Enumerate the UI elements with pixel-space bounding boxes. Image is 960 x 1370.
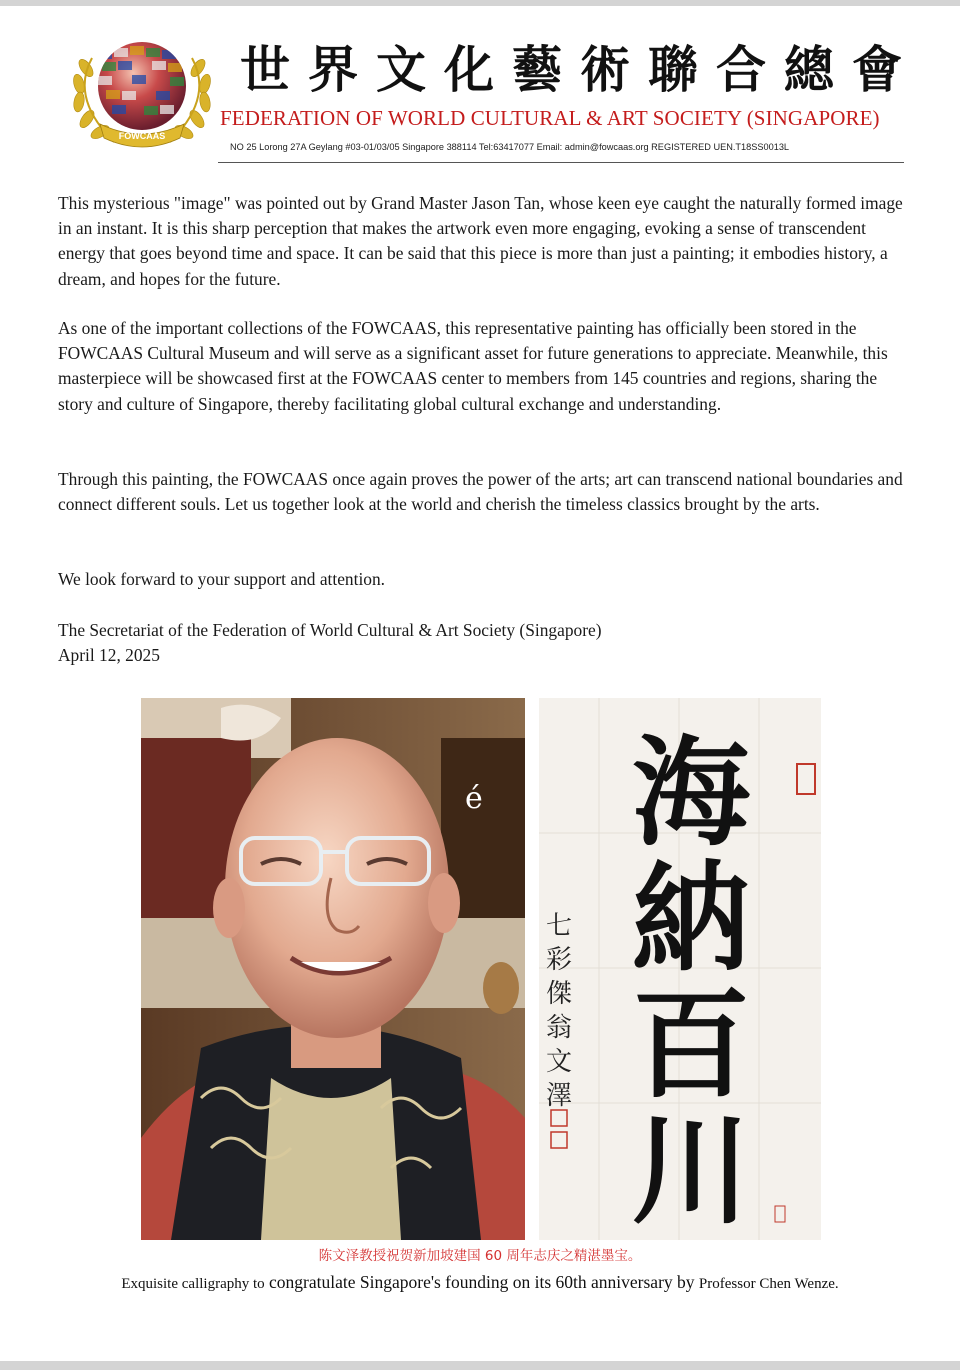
- calligraphy-char-2: 納: [631, 849, 751, 988]
- inscription-char-6: 澤: [545, 1081, 573, 1111]
- logo-text: FOWCAAS: [118, 131, 166, 141]
- top-border: [0, 0, 960, 6]
- letter-date: April 12, 2025: [58, 645, 160, 665]
- inscription-char-4: 翁: [545, 1013, 573, 1043]
- caption-chinese: 陈文泽教授祝贺新加坡建国 60 周年志庆之精湛墨宝。: [318, 1248, 642, 1264]
- header-divider: [218, 162, 904, 163]
- calligraphy-char-1: 海: [631, 723, 751, 862]
- portrait-photo: [141, 698, 525, 1240]
- paragraph-3: Through this painting, the FOWCAAS once again proves the power of the arts; art can transcend national boundaries and connect different souls. Let us together look at the world and cherish the timeless classics brought by the arts.: [58, 469, 903, 515]
- paragraph-1: This mysterious "image" was pointed out by Grand Master Jason Tan, whose keen eye caught the naturally formed image in an instant. It is this sharp perception that makes the artwork even more engaging, evoking a sense of transcendent energy that goes beyond time and space. It can be said that this piece is more than just a painting; it embodies history, a dream, and hopes for the future.: [58, 193, 903, 289]
- inscription-char-1: 七: [545, 911, 573, 941]
- caption-part-1: Exquisite calligraphy to: [121, 1276, 265, 1292]
- caption-part-3: Professor Chen Wenze.: [698, 1276, 839, 1292]
- photo-sign-text: é: [465, 781, 483, 816]
- english-title: FEDERATION OF WORLD CULTURAL & ART SOCIETY (SINGAPORE): [220, 106, 880, 130]
- inscription-char-3: 傑: [545, 979, 573, 1009]
- inscription-char-5: 文: [545, 1047, 573, 1077]
- inscription-char-2: 彩: [545, 945, 573, 975]
- paragraph-2: As one of the important collections of the FOWCAAS, this representative painting has officially been stored in the FOWCAAS Cultural Museum and will serve as a significant asset for future generations to appreciate. Meanwhile, this masterpiece will be showcased first at the FOWCAAS center to members from 145 countries and regions, sharing the story and culture of Singapore, thereby facilitating global cultural exchange and understanding.: [58, 318, 888, 414]
- calligraphy-char-4: 川: [631, 1101, 751, 1240]
- signature: The Secretariat of the Federation of World Cultural & Art Society (Singapore): [58, 620, 602, 640]
- caption-part-2: congratulate Singapore's founding on its 60th anniversary by: [269, 1272, 695, 1292]
- bottom-border: [0, 1361, 960, 1370]
- caption-english: [0, 1272, 960, 1293]
- calligraphy-char-3: 百: [631, 975, 751, 1114]
- address-line: NO 25 Lorong 27A Geylang #03-01/03/05 Singapore 388114 Tel:63417077 Email: admin@fowcaas.org REGISTERED UEN.T18SS0013L: [230, 142, 790, 152]
- calligraphy-scroll: [539, 698, 821, 1240]
- fowcaas-logo: [62, 28, 222, 160]
- paragraph-4: We look forward to your support and attention.: [58, 569, 386, 589]
- chinese-title: 世界文化藝術聯合總會: [240, 40, 920, 99]
